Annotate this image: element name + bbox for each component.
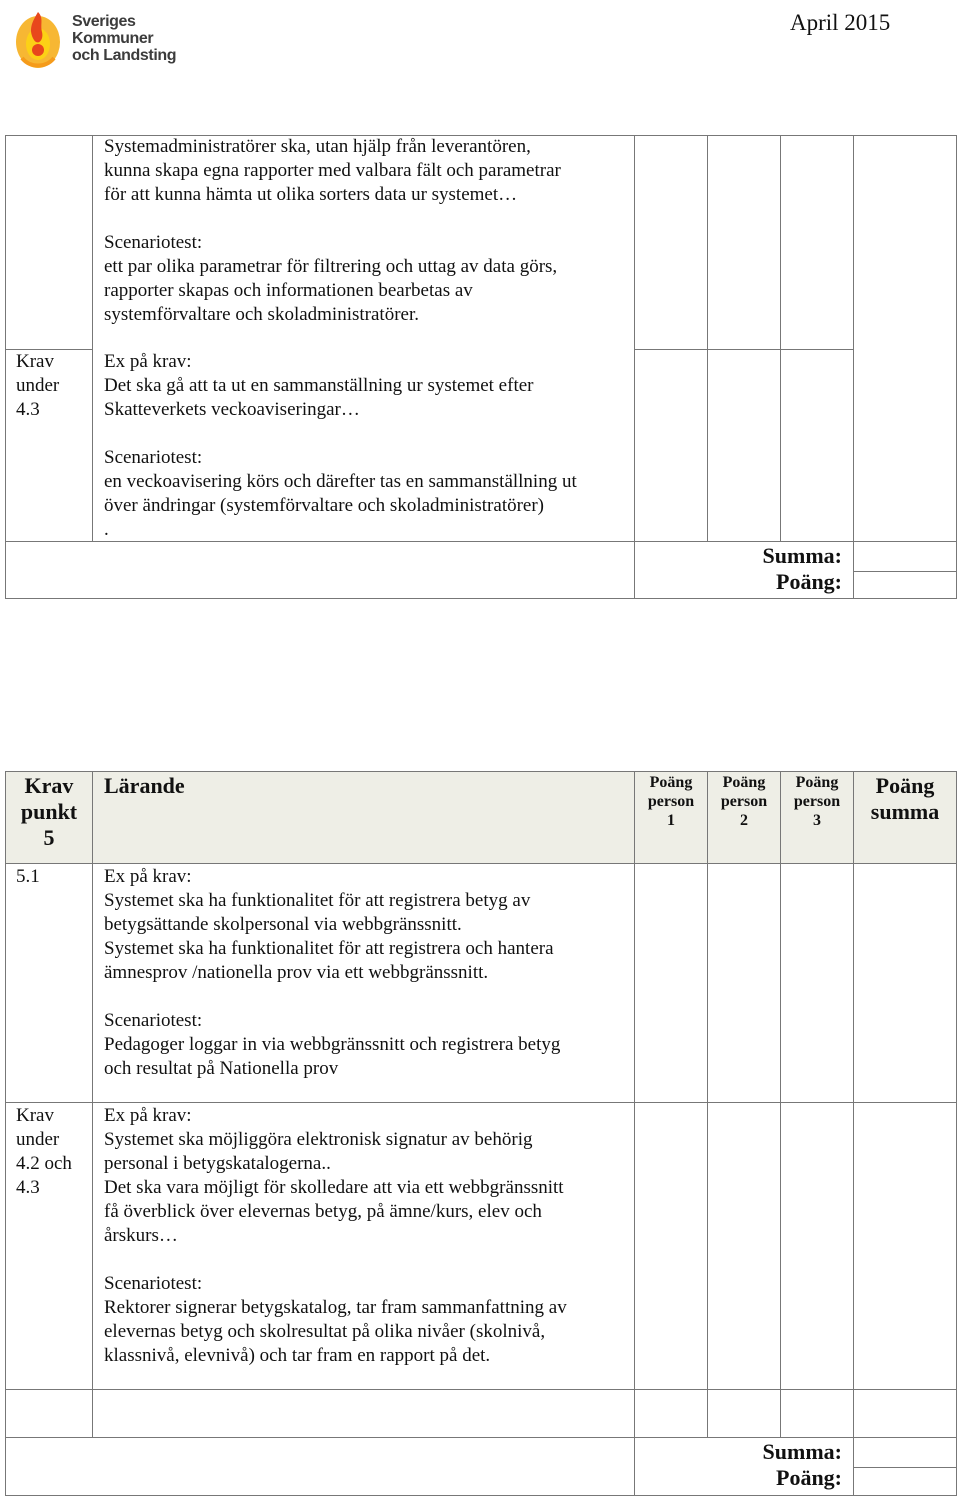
logo-text (72, 13, 192, 64)
table1-row2-text: Ex på krav: Det ska gå att ta ut en sammanställning ur systemet efter Skatteverkets veckoaviseringar… Scenariotest: en veckoavisering körs och därefter tas en sammanställning ut över ändringar (systemförvaltare och skoladministratörer) . (104, 351, 577, 540)
table2-row1-text: Ex på krav: Systemet ska ha funktionalitet för att registrera betyg av betygsättande skolpersonal via webbgränssnitt. Systemet ska ha funktionalitet för att registrera och hantera ämnesprov /nationella prov via ett webbgränssnitt. Scenariotest: Pedagoger loggar in via webbgränssnitt och registrera betyg och resultat på Nationella prov (104, 866, 561, 1079)
logo-line-3: och Landsting (72, 47, 177, 64)
document-date: April 2015 (790, 10, 891, 35)
logo-line-2: Kommuner (72, 30, 154, 47)
table2-header-title: Lärande (104, 773, 185, 798)
logo-line-1: Sveriges (72, 13, 136, 30)
table2-header-krav: Krav punkt 5 (20, 773, 78, 850)
table2-row1-label: 5.1 (16, 866, 40, 887)
table2-header-p1: Poäng person 1 (647, 774, 695, 829)
skl-logo-icon (14, 6, 70, 72)
table2-row2-text: Ex på krav: Systemet ska möjliggöra elektronisk signatur av behörig personal i betygskatalogerna.. Det ska vara möjligt för skolledare att via ett webbgränssnitt få överblick över elevernas betyg, på ämne/kurs, elev och årskurs… Scenariotest: Rektorer signerar betygskatalog, tar fram sammanfattning av elevernas betyg och skolresultat på olika nivåer (skolnivå, klassnivå, elevnivå) och tar fram en rapport på det. (104, 1105, 567, 1366)
table2-header-sum: Poäng summa (870, 773, 940, 824)
table1-row2-label: Krav under 4.3 (16, 351, 60, 420)
table2-summa-label: Summa: (762, 1439, 842, 1464)
table1-summa-label: Summa: (762, 543, 842, 568)
table1-poang-label: Poäng: (776, 569, 842, 594)
page-header (0, 0, 960, 90)
table2-row2-label: Krav under 4.2 och 4.3 (16, 1105, 72, 1198)
table2-header-p3: Poäng person 3 (793, 774, 841, 829)
table2-header-p2: Poäng person 2 (720, 774, 768, 829)
table1-row1-text: Systemadministratörer ska, utan hjälp från leverantören, kunna skapa egna rapporter med valbara fält och parametrar för att kunna hämta ut olika sorters data ur systemet… Scenariotest: ett par olika parametrar för filtrering och uttag av data görs, rapporter skapas och informationen bearbetas av systemförvaltare och skoladministratörer. (104, 136, 561, 325)
table2-poang-label: Poäng: (776, 1465, 842, 1490)
skl-logo (14, 6, 184, 72)
